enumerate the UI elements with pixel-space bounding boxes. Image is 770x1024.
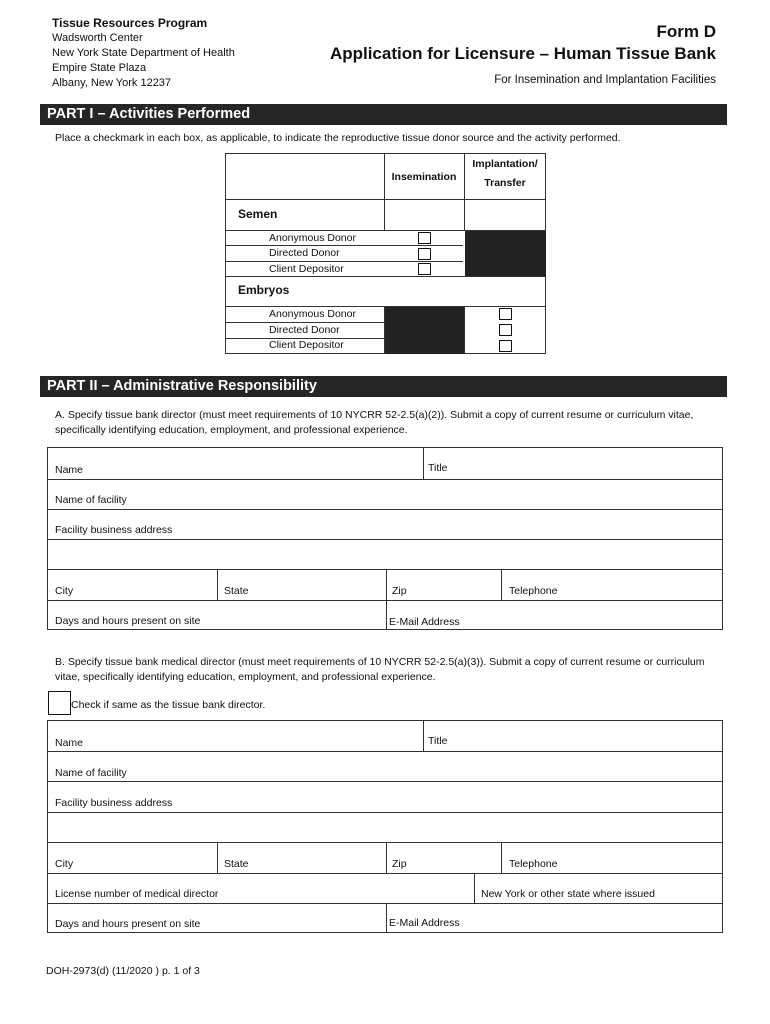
col-insemination: Insemination bbox=[391, 171, 457, 183]
director-form bbox=[47, 447, 723, 630]
shaded-cell bbox=[465, 231, 546, 276]
page-footer: DOH-2973(d) (11/2020 ) p. 1 of 3 bbox=[46, 965, 200, 977]
form-heading bbox=[330, 22, 716, 86]
facility-label: Name of facility bbox=[55, 767, 127, 779]
address-label: Facility business address bbox=[55, 797, 173, 809]
title-label: Title bbox=[428, 462, 448, 474]
semen-label: Semen bbox=[238, 207, 278, 221]
semen-anonymous-insemination-checkbox[interactable] bbox=[418, 232, 431, 244]
city-label: City bbox=[55, 858, 74, 870]
telephone-label: Telephone bbox=[509, 585, 558, 597]
address-label: Facility business address bbox=[55, 524, 173, 536]
director-title-input[interactable] bbox=[458, 450, 722, 478]
program-name: Tissue Resources Program bbox=[52, 16, 208, 30]
address-line: Albany, New York 12237 bbox=[52, 77, 172, 89]
semen-row-label: Client Depositor bbox=[269, 263, 344, 275]
part2-a-instructions bbox=[55, 408, 693, 438]
state-label: State bbox=[224, 585, 249, 597]
director-name-input[interactable] bbox=[88, 450, 422, 478]
medical-director-facility-input[interactable] bbox=[138, 753, 722, 781]
days-hours-label: Days and hours present on site bbox=[55, 615, 201, 627]
activities-table bbox=[225, 153, 546, 354]
instruction-line: A. Specify tissue bank director (must meet requirements of 10 NYCRR 52-2.5(a)(2)). Submit a copy of current resume or curriculum vitae, bbox=[55, 409, 694, 421]
license-label: License number of medical director bbox=[55, 888, 219, 900]
director-facility-input[interactable] bbox=[138, 481, 722, 509]
part1-instructions: Place a checkmark in each box, as applicable, to indicate the reproductive tissue donor source and the activity performed. bbox=[55, 132, 621, 144]
same-as-director-label: Check if same as the tissue bank director. bbox=[71, 699, 266, 711]
issuing-state-label: New York or other state where issued bbox=[481, 888, 655, 900]
director-address-input[interactable] bbox=[173, 511, 722, 539]
embryo-anonymous-transfer-checkbox[interactable] bbox=[499, 308, 512, 320]
instruction-line: B. Specify tissue bank medical director (must meet requirements of 10 NYCRR 52-2.5(a)(3)). Submit a copy of current resume or curriculum bbox=[55, 656, 705, 668]
shaded-cell bbox=[385, 307, 464, 354]
city-label: City bbox=[55, 585, 74, 597]
embryo-row-label: Directed Donor bbox=[269, 324, 340, 336]
name-label: Name bbox=[55, 737, 84, 749]
days-hours-label: Days and hours present on site bbox=[55, 918, 201, 930]
address-line: New York State Department of Health bbox=[52, 47, 235, 59]
semen-row-label: Anonymous Donor bbox=[269, 232, 356, 244]
embryo-client-transfer-checkbox[interactable] bbox=[499, 340, 512, 352]
form-subtitle: For Insemination and Implantation Facilities bbox=[494, 74, 716, 86]
col-implantation: Implantation/ bbox=[472, 158, 538, 170]
part2-b-instructions bbox=[55, 655, 705, 685]
medical-director-form bbox=[47, 720, 723, 933]
zip-label: Zip bbox=[392, 585, 407, 597]
email-label: E-Mail Address bbox=[389, 917, 460, 929]
facility-label: Name of facility bbox=[55, 494, 127, 506]
embryo-row-label: Client Depositor bbox=[269, 339, 344, 351]
form-id: Form D bbox=[656, 22, 716, 41]
col-transfer: Transfer bbox=[484, 177, 526, 189]
semen-directed-insemination-checkbox[interactable] bbox=[418, 248, 431, 260]
medical-director-address-input[interactable] bbox=[173, 783, 722, 811]
medical-director-title-input[interactable] bbox=[458, 723, 722, 751]
title-label: Title bbox=[428, 735, 448, 747]
embryo-directed-transfer-checkbox[interactable] bbox=[499, 324, 512, 336]
instruction-line: specifically identifying education, employment, and professional experience. bbox=[55, 424, 408, 436]
part1-title: PART I – Activities Performed bbox=[40, 104, 727, 125]
address-line: Empire State Plaza bbox=[52, 62, 147, 74]
form-title: Application for Licensure – Human Tissue Bank bbox=[329, 44, 716, 63]
embryos-label: Embryos bbox=[238, 283, 290, 297]
zip-label: Zip bbox=[392, 858, 407, 870]
medical-director-address-line2-input[interactable] bbox=[53, 814, 722, 842]
program-address-block bbox=[52, 16, 235, 91]
same-as-director-checkbox[interactable] bbox=[48, 691, 71, 715]
semen-client-insemination-checkbox[interactable] bbox=[418, 263, 431, 275]
name-label: Name bbox=[55, 464, 84, 476]
state-label: State bbox=[224, 858, 249, 870]
embryo-row-label: Anonymous Donor bbox=[269, 308, 356, 320]
instruction-line: vitae, specifically identifying education, employment, and professional experience. bbox=[55, 671, 436, 683]
email-label: E-Mail Address bbox=[389, 616, 460, 628]
address-line: Wadsworth Center bbox=[52, 32, 143, 44]
director-address-line2-input[interactable] bbox=[53, 541, 722, 569]
part2-title: PART II – Administrative Responsibility bbox=[40, 376, 727, 397]
semen-row-label: Directed Donor bbox=[269, 247, 340, 259]
telephone-label: Telephone bbox=[509, 858, 558, 870]
medical-director-name-input[interactable] bbox=[88, 723, 422, 751]
